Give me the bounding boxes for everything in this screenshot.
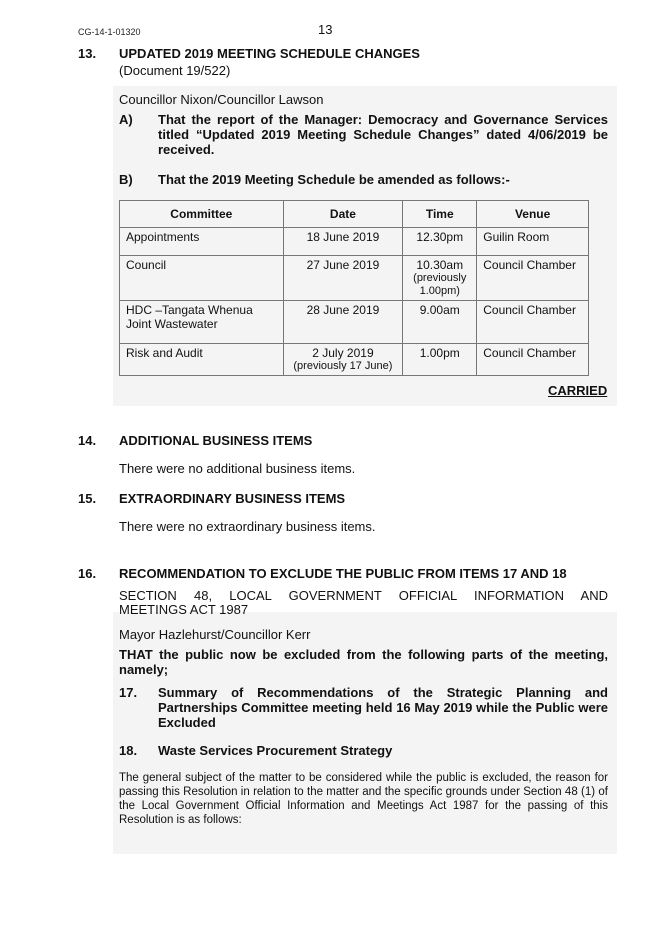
item16-closing-paragraph: The general subject of the matter to be considered while the public is excluded, the reason for passing this Resolution in relation to the matter and the specific grounds under Section 48 (1) of the Local Government Official Information and Meetings Act 1987 for the passing of this Resolution is as follows: <box>119 772 608 826</box>
item14-number: 14. <box>78 433 97 448</box>
item16-resolution: THAT the public now be excluded from the following parts of the meeting, namely; <box>119 647 608 677</box>
column-header-time: Time <box>403 201 477 228</box>
cell-venue: Council Chamber <box>477 344 589 376</box>
cell-committee: HDC –Tangata Whenua Joint Wastewater <box>120 301 284 344</box>
cell-committee: Appointments <box>120 228 284 256</box>
date-note: (previously 17 June) <box>293 360 393 372</box>
resolution-a-text: That the report of the Manager: Democracy and Governance Services titled “Updated 2019 Meeting Schedule Changes” dated 4/06/2019 be received. <box>158 112 608 157</box>
sub-item18-number: 18. <box>119 743 138 758</box>
cell-venue: Guilin Room <box>477 228 589 256</box>
item15-number: 15. <box>78 491 97 506</box>
table-row <box>120 228 589 256</box>
item16-movers: Mayor Hazlehurst/Councillor Kerr <box>119 627 311 642</box>
item13-doc-ref: (Document 19/522) <box>119 63 231 78</box>
column-header-committee: Committee <box>120 201 284 228</box>
table-header-row <box>120 201 589 228</box>
item16-title: RECOMMENDATION TO EXCLUDE THE PUBLIC FROM ITEMS 17 AND 18 <box>119 566 567 581</box>
document-id: CG-14-1-01320 <box>78 27 141 37</box>
table-row <box>120 301 589 344</box>
cell-date: 27 June 2019 <box>283 256 403 301</box>
cell-committee: Council <box>120 256 284 301</box>
cell-date: 18 June 2019 <box>283 228 403 256</box>
table-row <box>120 344 589 376</box>
item16-number: 16. <box>78 566 97 581</box>
cell-committee: Risk and Audit <box>120 344 284 376</box>
sub-item17-number: 17. <box>119 685 138 700</box>
table-row <box>120 256 589 301</box>
meeting-schedule-table <box>119 200 589 376</box>
item13-movers: Councillor Nixon/Councillor Lawson <box>119 92 324 107</box>
date-value: 2 July 2019 <box>312 346 374 360</box>
time-note: (previously 1.00pm) <box>413 272 467 297</box>
time-value: 10.30am <box>416 258 464 272</box>
item15-title: EXTRAORDINARY BUSINESS ITEMS <box>119 491 346 506</box>
cell-venue: Council Chamber <box>477 256 589 301</box>
section-48-line-2: MEETINGS ACT 1987 <box>119 602 249 617</box>
resolution-a-label: A) <box>119 112 133 127</box>
item13-title: UPDATED 2019 MEETING SCHEDULE CHANGES <box>119 46 420 61</box>
section-48-line-1: SECTION 48, LOCAL GOVERNMENT OFFICIAL INFORMATION AND <box>119 588 608 603</box>
cell-venue: Council Chamber <box>477 301 589 344</box>
cell-time <box>403 256 477 301</box>
item14-body: There were no additional business items. <box>119 461 356 476</box>
item13-number: 13. <box>78 46 97 61</box>
item15-body: There were no extraordinary business items. <box>119 519 376 534</box>
item14-title: ADDITIONAL BUSINESS ITEMS <box>119 433 313 448</box>
column-header-venue: Venue <box>477 201 589 228</box>
page-number: 13 <box>318 22 333 37</box>
cell-date: 28 June 2019 <box>283 301 403 344</box>
cell-time: 1.00pm <box>403 344 477 376</box>
resolution-b-text: That the 2019 Meeting Schedule be amended as follows:- <box>158 172 510 187</box>
sub-item17-text: Summary of Recommendations of the Strategic Planning and Partnerships Committee meeting held 16 May 2019 while the Public were Excluded <box>158 685 608 730</box>
cell-date <box>283 344 403 376</box>
column-header-date: Date <box>283 201 403 228</box>
sub-item18-text: Waste Services Procurement Strategy <box>158 743 393 758</box>
resolution-b-label: B) <box>119 172 133 187</box>
carried-label: CARRIED <box>548 383 608 398</box>
cell-time: 9.00am <box>403 301 477 344</box>
cell-time: 12.30pm <box>403 228 477 256</box>
